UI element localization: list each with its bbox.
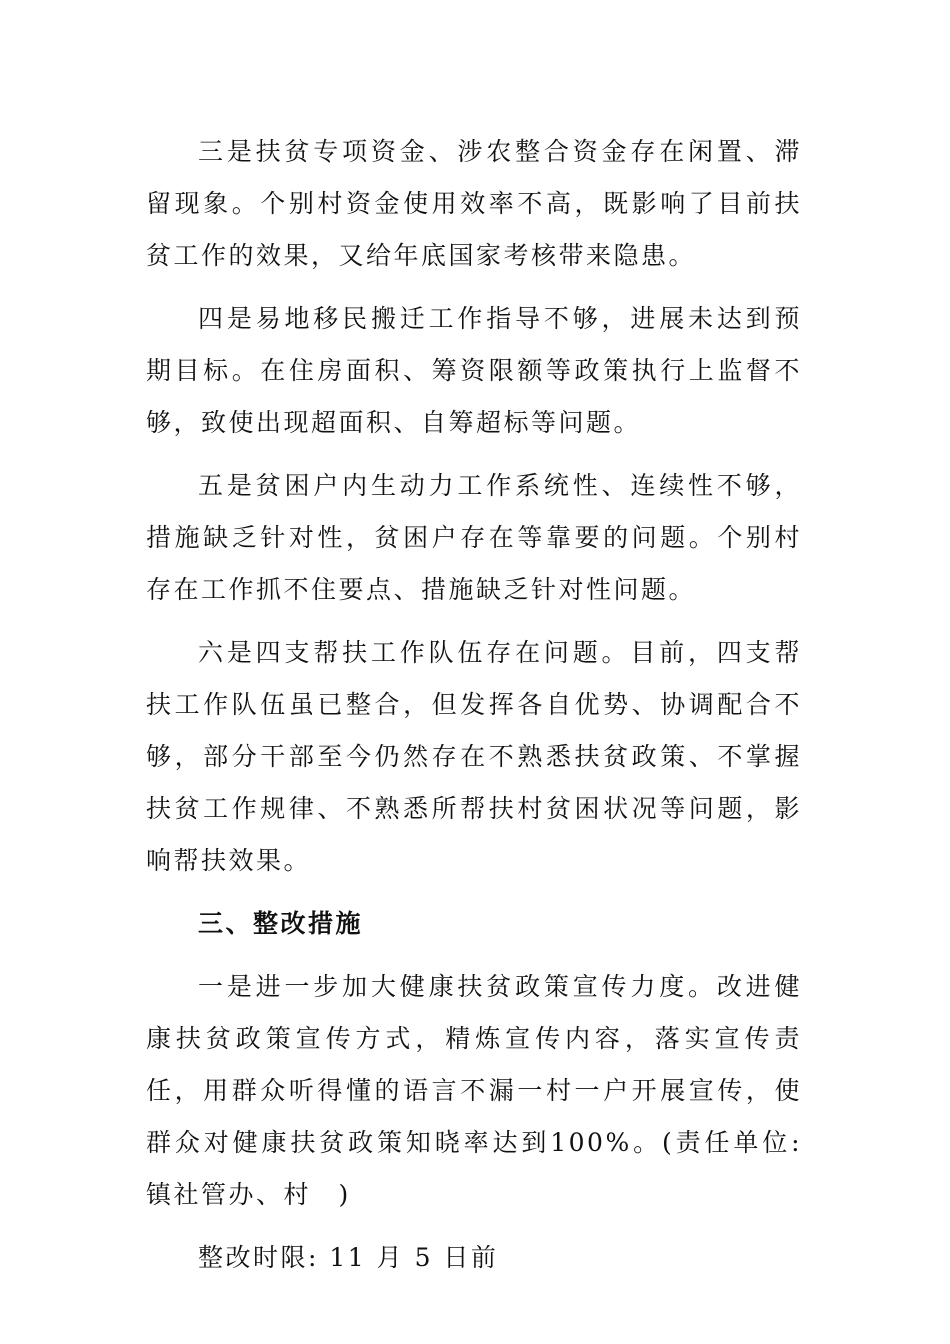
paragraph-deadline: 整改时限: 11 月 5 日前 — [198, 1243, 499, 1272]
paragraph-problem-3: 三是扶贫专项资金、涉农整合资金存在闲置、滞留现象。个别村资金使用效率不高，既影响了目前扶贫工作的效果，又给年底国家考核带来隐患。 — [146, 137, 802, 270]
document-body — [146, 126, 802, 1295]
section-heading: 三、整改措施 — [198, 909, 364, 938]
paragraph-problem-6: 六是四支帮扶工作队伍存在问题。目前，四支帮扶工作队伍虽已整合，但发挥各自优势、协调配合不够，部分干部至今仍然存在不熟悉扶贫政策、不掌握扶贫工作规律、不熟悉所帮扶村贫困状况等问题，影响帮扶效果。 — [146, 638, 802, 875]
paragraph-measure-1: 一是进一步加大健康扶贫政策宣传力度。改进健康扶贫政策宣传方式，精炼宣传内容，落实宣传责任，用群众听得懂的语言不漏一村一户开展宣传，使群众对健康扶贫政策知晓率达到100%。(责任单位: 镇社管办、村 ) — [146, 972, 802, 1209]
paragraph-problem-5: 五是贫困户内生动力工作系统性、连续性不够，措施缺乏针对性，贫困户存在等靠要的问题。个别村存在工作抓不住要点、措施缺乏针对性问题。 — [146, 471, 802, 604]
paragraph-problem-4: 四是易地移民搬迁工作指导不够，进展未达到预期目标。在住房面积、筹资限额等政策执行上监督不够，致使出现超面积、自筹超标等问题。 — [146, 304, 802, 437]
